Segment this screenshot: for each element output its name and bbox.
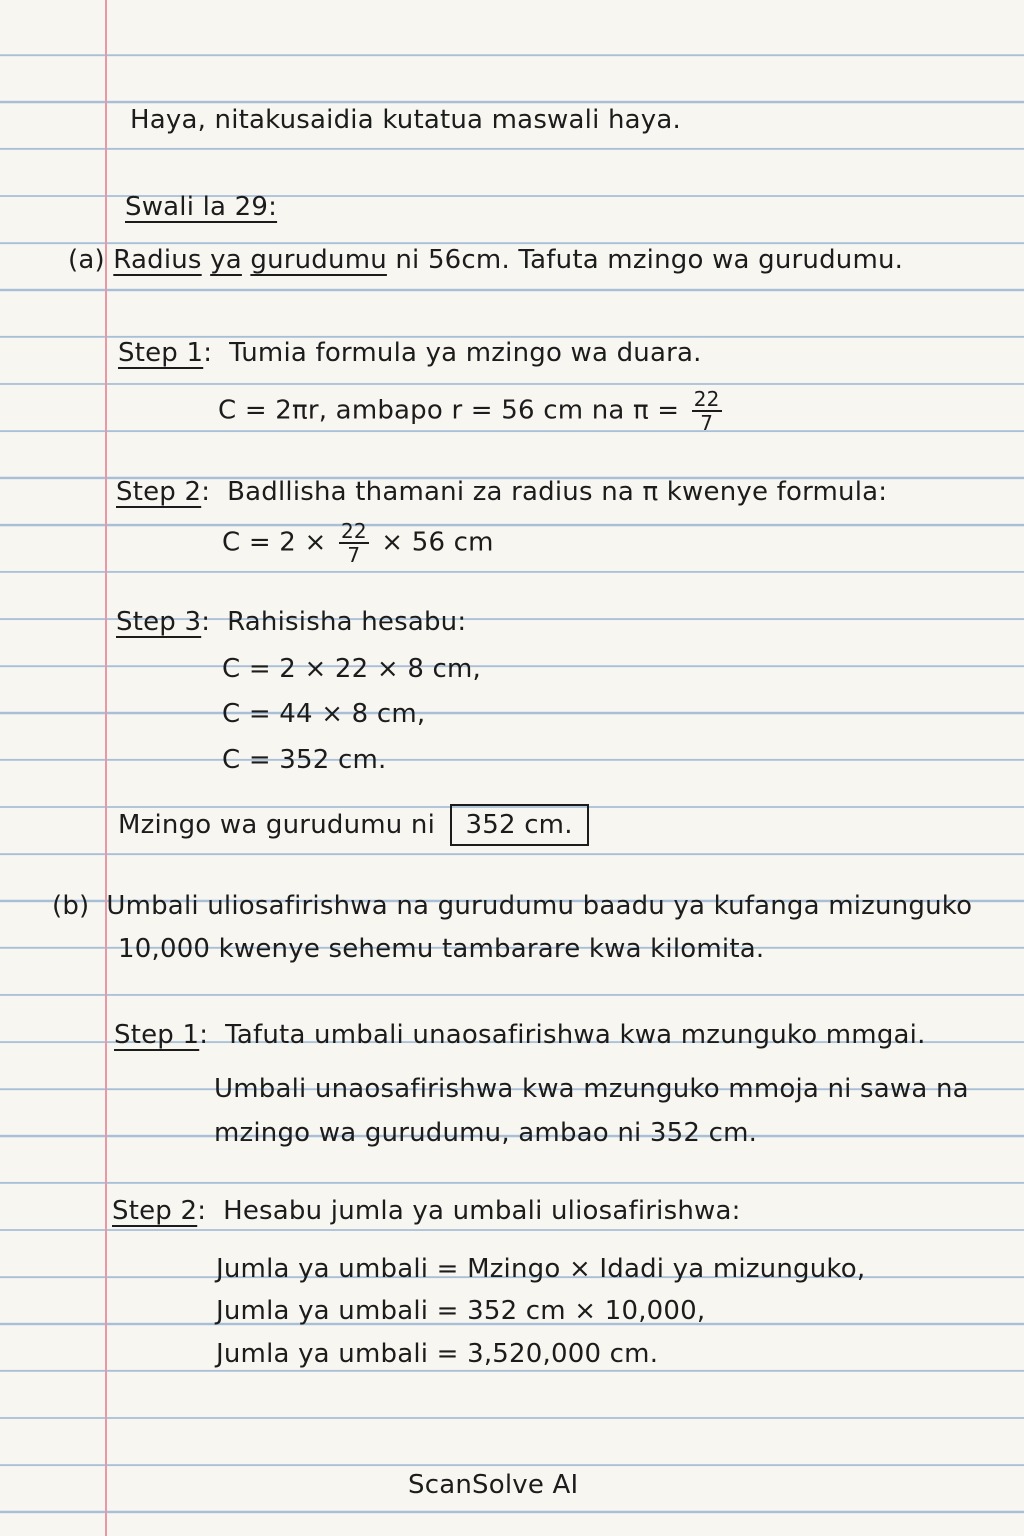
part-b-label: (b) (52, 891, 90, 921)
step-text: Tumia formula ya mzingo wa duara. (229, 338, 702, 368)
part-b-prompt-line2: 10,000 kwenye sehemu tambarare kwa kilomita. (118, 934, 765, 964)
part-a-step3: Step 3: Rahisisha hesabu: (116, 607, 467, 637)
calc-line: Jumla ya umbali = 352 cm × 10,000, (216, 1296, 706, 1326)
calc-line: C = 2 × 22 × 8 cm, (222, 654, 482, 684)
part-a-prompt-word: gurudumu (250, 245, 387, 275)
intro-text: Haya, nitakusaidia kutatua maswali haya. (130, 105, 681, 135)
step-text: Tafuta umbali unaosafirishwa kwa mzunguko mmgai. (225, 1020, 926, 1050)
part-a-step2: Step 2: Badllisha thamani za radius na π kwenye formula: (116, 477, 888, 507)
fraction-numerator: 22 (693, 387, 720, 411)
explanation-line: Umbali unaosafirishwa kwa mzunguko mmoja ni sawa na (214, 1074, 969, 1104)
part-a-prompt (68, 243, 903, 277)
step-text: Badllisha thamani za radius na π kwenye formula: (227, 477, 888, 507)
fraction-denominator: 7 (347, 543, 361, 567)
step-label: Step 2 (116, 477, 202, 507)
fraction-22-over-7 (692, 388, 722, 434)
step-text: Hesabu jumla ya umbali uliosafirishwa: (223, 1196, 741, 1226)
step-label: Step 3 (116, 607, 202, 637)
question-heading: Swali la 29: (125, 192, 278, 222)
part-a-label: (a) (68, 245, 105, 275)
part-b-step1: Step 1: Tafuta umbali unaosafirishwa kwa mzunguko mmgai. (114, 1020, 926, 1050)
part-a-prompt-rest: ni 56cm. Tafuta mzingo wa gurudumu. (395, 245, 904, 275)
step-label: Step 1 (114, 1020, 200, 1050)
step-text: Rahisisha hesabu: (227, 607, 467, 637)
answer-text: Mzingo wa gurudumu ni (118, 810, 436, 840)
answer-box: 352 cm. (450, 804, 589, 846)
part-b-prompt (52, 889, 972, 923)
part-b-prompt-line1: Umbali uliosafirishwa na gurudumu baadu ya kufanga mizunguko (106, 891, 973, 921)
calc-line: Jumla ya umbali = 3,520,000 cm. (216, 1339, 659, 1369)
part-a-step1: Step 1: Tumia formula ya mzingo wa duara. (118, 338, 702, 368)
step-label: Step 2 (112, 1196, 198, 1226)
part-b-step2: Step 2: Hesabu jumla ya umbali uliosafirishwa: (112, 1196, 741, 1226)
explanation-line: mzingo wa gurudumu, ambao ni 352 cm. (214, 1118, 758, 1148)
footer-brand: ScanSolve AI (408, 1470, 579, 1500)
fraction-22-over-7 (339, 520, 369, 566)
formula-text: × 56 cm (381, 527, 494, 558)
calc-line: C = 44 × 8 cm, (222, 699, 426, 729)
formula-text: C = 2πr, ambapo r = 56 cm na π = (218, 395, 680, 426)
part-a-prompt-word: Radius (113, 245, 202, 275)
part-a-step2-formula (222, 520, 494, 566)
calc-line: C = 352 cm. (222, 745, 387, 775)
fraction-numerator: 22 (340, 519, 367, 543)
calc-line: Jumla ya umbali = Mzingo × Idadi ya mizunguko, (216, 1254, 866, 1284)
fraction-denominator: 7 (700, 411, 714, 435)
step-label: Step 1 (118, 338, 204, 368)
part-a-answer (118, 804, 589, 846)
part-a-prompt-word: ya (210, 245, 242, 275)
part-a-step1-formula (218, 388, 726, 434)
formula-text: C = 2 × (222, 527, 327, 558)
notebook-margin-line (105, 0, 107, 1536)
